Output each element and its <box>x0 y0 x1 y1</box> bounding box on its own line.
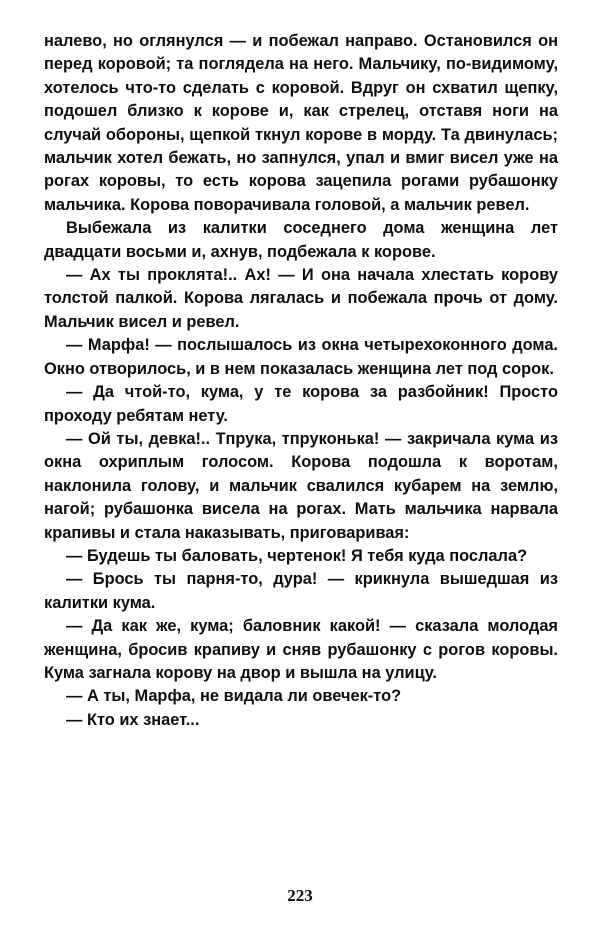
paragraph-1: налево, но оглянулся — и побежал направо. Остановился он перед коровой; та поглядела на него. Мальчику, по-видимому, хотелось что-то сделать с коровой. Вдруг он схватил щепку, подошел близко к корове и, как стрелец, отставя ноги на случай обороны, щепкой ткнул корове в морду. Та двинулась; мальчик хотел бежать, но запнулся, упал и вмиг висел уже на рогах коровы, то есть корова зацепила рогами рубашонку мальчика. Корова поворачивала головой, а мальчик ревел. <box>44 32 558 214</box>
paragraph-9: — Да как же, кума; баловник какой! — сказала молодая женщина, бросив крапиву и сняв рубашонку с рогов коровы. Кума загнала корову на двор и вышла на улицу. <box>44 617 558 682</box>
paragraph-11: — Кто их знает... <box>66 710 200 729</box>
paragraph-4: — Марфа! — послышалось из окна четырехоконного дома. Окно отворилось, и в нем показалась женщина лет под сорок. <box>44 336 558 378</box>
paragraph-5: — Да чтой-то, кума, у те корова за разбойник! Просто проходу ребятам нету. <box>44 383 558 425</box>
page-number: 223 <box>287 886 313 905</box>
paragraph-7: — Будешь ты баловать, чертенок! Я тебя куда послала? <box>66 546 528 565</box>
paragraph-2: Выбежала из калитки соседнего дома женщина лет двадцати восьми и, ахнув, подбежала к корове. <box>44 219 558 261</box>
paragraph-6: — Ой ты, девка!.. Тпрука, тпруконька! — закричала кума из окна охриплым голосом. Корова подошла к воротам, наклонила голову, и мальчик свалился кубарем на землю, нагой; рубашонка висела на рогах. Мать мальчика нарвала крапивы и стала наказывать, приговаривая: <box>44 429 558 542</box>
paragraph-8: — Брось ты парня-то, дура! — крикнула вышедшая из калитки кума. <box>44 570 558 612</box>
book-page-text <box>44 30 558 732</box>
paragraph-10: — А ты, Марфа, не видала ли овечек-то? <box>66 687 402 706</box>
paragraph-3: — Ах ты проклята!.. Ах! — И она начала хлестать корову толстой палкой. Корова лягалась и побежала прочь от дому. Мальчик висел и ревел. <box>44 266 558 331</box>
